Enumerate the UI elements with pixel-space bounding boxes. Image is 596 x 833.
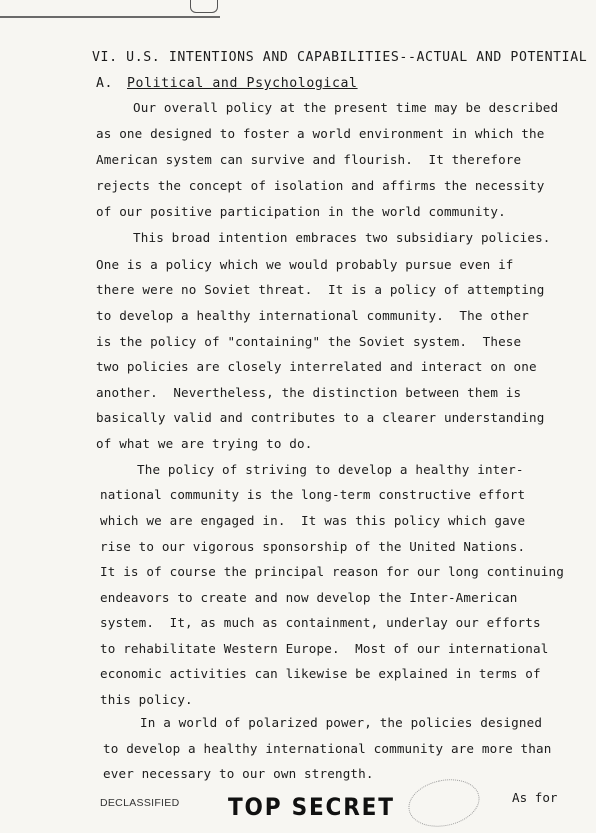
text-line: Our overall policy at the present time may be described <box>133 100 559 115</box>
text-line: endeavors to create and now develop the Inter-American <box>100 590 518 605</box>
text-line: another. Nevertheless, the distinction between them is <box>96 385 522 400</box>
text-line: rejects the concept of isolation and affirms the necessity <box>96 178 545 193</box>
text-line: as one designed to foster a world environment in which the <box>96 126 545 141</box>
text-line: is the policy of "containing" the Soviet system. These <box>96 334 522 349</box>
staple-mark <box>190 0 218 13</box>
text-line: This broad intention embraces two subsidiary policies. <box>133 230 551 245</box>
text-line: there were no Soviet threat. It is a policy of attempting <box>96 282 545 297</box>
archive-seal-stamp <box>404 773 484 833</box>
section-heading: VI. U.S. INTENTIONS AND CAPABILITIES--ACTUAL AND POTENTIAL <box>92 50 588 65</box>
text-line: of what we are trying to do. <box>96 436 313 451</box>
declassified-label: DECLASSIFIED <box>100 797 180 809</box>
text-line: basically valid and contributes to a clearer understanding <box>96 410 545 425</box>
text-line: which we are engaged in. It was this policy which gave <box>100 513 526 528</box>
text-line: American system can survive and flourish. It therefore <box>96 152 522 167</box>
text-line: to rehabilitate Western Europe. Most of our international <box>100 641 549 656</box>
text-line: It is of course the principal reason for our long continuing <box>100 564 564 579</box>
text-line: to develop a healthy international community are more than <box>103 741 552 756</box>
text-line: The policy of striving to develop a healthy inter- <box>137 462 524 477</box>
subsection-prefix: A. <box>96 76 114 91</box>
text-line: to develop a healthy international community. The other <box>96 308 529 323</box>
text-line: of our positive participation in the world community. <box>96 204 506 219</box>
scan-edge-mark <box>0 0 220 18</box>
text-line: system. It, as much as containment, underlay our efforts <box>100 615 541 630</box>
text-line: One is a policy which we would probably pursue even if <box>96 257 514 272</box>
subsection-heading: Political and Psychological <box>127 76 358 91</box>
text-line: two policies are closely interrelated and interact on one <box>96 359 537 374</box>
text-line: this policy. <box>100 692 193 707</box>
text-line: economic activities can likewise be explained in terms of <box>100 666 541 681</box>
classification-stamp: TOP SECRET <box>228 793 395 821</box>
text-line: national community is the long-term constructive effort <box>100 487 526 502</box>
text-line: In a world of polarized power, the policies designed <box>140 715 543 730</box>
text-line: ever necessary to our own strength. <box>103 766 374 781</box>
text-line: rise to our vigorous sponsorship of the United Nations. <box>100 539 526 554</box>
continuation-text: As for <box>512 790 558 805</box>
